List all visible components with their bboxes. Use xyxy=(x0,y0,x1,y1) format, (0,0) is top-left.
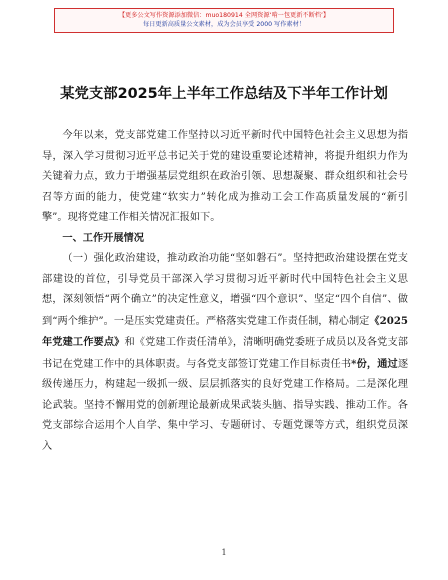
page-number: 1 xyxy=(221,548,227,557)
paragraph-text: 逐级传递压力，构建起一级抓一级、层层抓落实的良好党建工作格局。二是深化理论武装。坚持不懈用党的创新理论最新成果武装头脑、指导实践、推动工作。各党支部综合运用个人自学、集中学习、专题研讨、专题党课等方式，组织党员深入 xyxy=(42,358,409,452)
banner-line-2: 每日更新高质量公文素材，成为会员享受 2000 写作素材！ xyxy=(143,21,305,28)
banner-line-1: 【更多公文写作资源添加微信：muo180914 全网资源‘啃一包更新不断档’】 xyxy=(118,12,330,19)
promo-banner xyxy=(54,8,394,33)
bold-text: *份，通过 xyxy=(351,357,398,370)
bold-text: 《2025年党建工作要点》 xyxy=(42,314,408,348)
body-paragraph xyxy=(42,249,408,457)
paragraph-text: （一）强化政治建设，推动政治功能“坚如磐石”。坚持把政治建设摆在党支部建设的首位，引导党员干部深入学习贯彻习近平新时代中国特色社会主义思想，深刻领悟“两个确立”的决定性意义，增强“四个意识”、坚定“四个自信”、做到“两个维护”。一是压实党建责任。严格落实党建工作责任制，精心制定 xyxy=(42,253,408,327)
section-heading: 一、工作开展情况 xyxy=(62,232,144,244)
paragraph-text: 和《党建工作责任清单》，清晰明确党委班子成员以及各党支部书记在党建工作中的具体职责。与各党支部签订党建工作目标责任书 xyxy=(42,337,408,370)
intro-paragraph: 今年以来，党支部党建工作坚持以习近平新时代中国特色社会主义思想为指导，深入学习贯彻习近平总书记关于党的建设重要论述精神，将提升组织力作为关键着力点，致力于增强基层党组织在政治引领、思想凝聚、群众组织和社会号召等方面的能力，使党建“软实力”转化成为推动工会工作高质量发展的“新引擎”。现将党建工作相关情况汇报如下。 xyxy=(42,130,408,223)
document-body xyxy=(42,126,408,457)
document-title: 某党支部2025年上半年工作总结及下半年工作计划 xyxy=(60,86,388,102)
